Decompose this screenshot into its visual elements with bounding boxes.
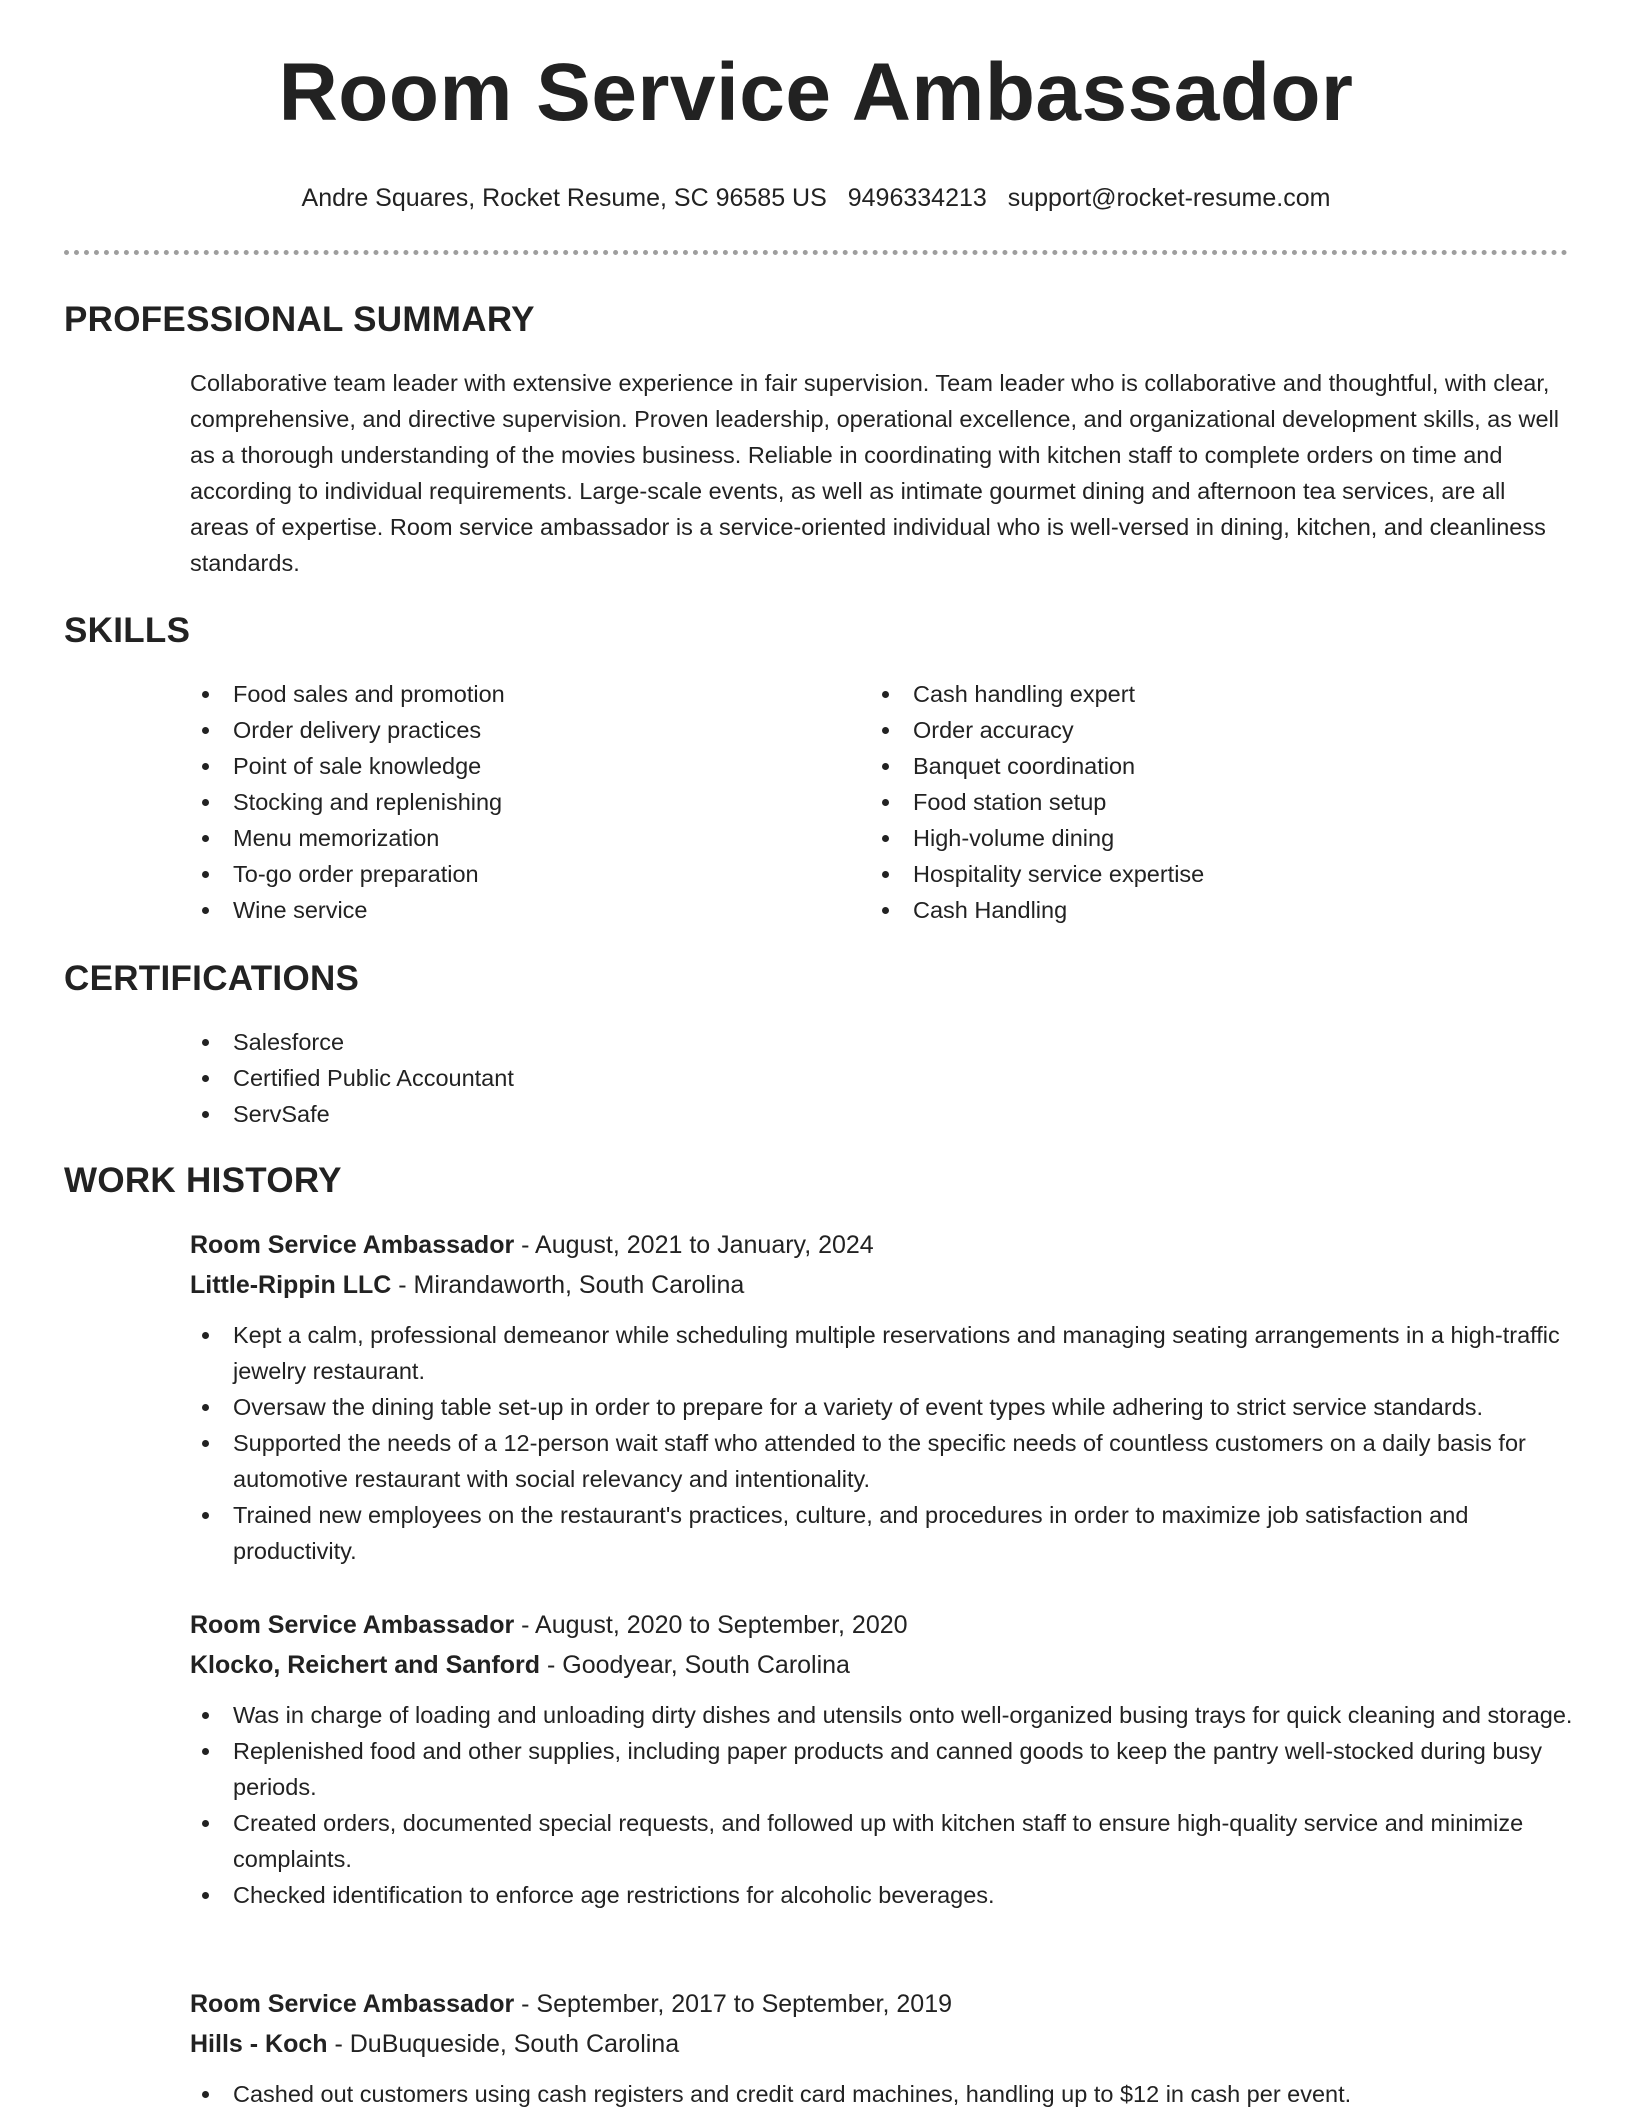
job-duty: Cashed out customers using cash registers and credit card machines, handling up to $12 in cash per event. <box>190 2076 1580 2112</box>
skills-list-right <box>870 676 1490 928</box>
skills-heading: SKILLS <box>64 611 191 650</box>
certification-item: Certified Public Accountant <box>190 1060 890 1096</box>
certification-item: ServSafe <box>190 1096 890 1132</box>
job-company: Klocko, Reichert and Sanford <box>190 1651 541 1679</box>
contact-line <box>64 183 1568 213</box>
job-location: - Goodyear, South Carolina <box>540 1651 850 1679</box>
job-title-line <box>190 1605 1580 1645</box>
job-title: Room Service Ambassador <box>190 1990 515 2018</box>
job-company-line <box>190 2024 1580 2064</box>
job-title: Room Service Ambassador <box>190 1611 515 1639</box>
job-location: - Mirandaworth, South Carolina <box>391 1271 745 1299</box>
skill-item: Menu memorization <box>190 820 810 856</box>
job-title-line <box>190 1225 1580 1265</box>
job-company: Little-Rippin LLC <box>190 1271 392 1299</box>
job-dates: - September, 2017 to September, 2019 <box>514 1990 952 2018</box>
skill-item: Banquet coordination <box>870 748 1490 784</box>
certification-item: Salesforce <box>190 1024 890 1060</box>
skill-item: Stocking and replenishing <box>190 784 810 820</box>
job-duty: Created orders, documented special requests, and followed up with kitchen staff to ensure high-quality service and minimize complaints. <box>190 1805 1580 1877</box>
job-duties <box>190 2076 1580 2112</box>
job-duty: Was in charge of loading and unloading dirty dishes and utensils onto well-organized busing trays for quick cleaning and storage. <box>190 1697 1580 1733</box>
skill-item: To-go order preparation <box>190 856 810 892</box>
job-entry <box>190 1984 1580 2112</box>
certifications-heading: CERTIFICATIONS <box>64 959 360 998</box>
job-duty: Oversaw the dining table set-up in order to prepare for a variety of event types while adhering to strict service standards. <box>190 1389 1580 1425</box>
skill-item: Point of sale knowledge <box>190 748 810 784</box>
contact-email: support@rocket-resume.com <box>1007 184 1331 212</box>
job-location: - DuBuqueside, South Carolina <box>327 2030 680 2058</box>
skill-item: Food station setup <box>870 784 1490 820</box>
job-company: Hills - Koch <box>190 2030 328 2058</box>
job-dates: - August, 2020 to September, 2020 <box>514 1611 908 1639</box>
job-entry <box>190 1225 1580 1569</box>
job-duty: Kept a calm, professional demeanor while scheduling multiple reservations and managing seating arrangements in a high-traffic jewelry restaurant. <box>190 1317 1580 1389</box>
contact-address: Andre Squares, Rocket Resume, SC 96585 US <box>301 184 827 212</box>
skill-item: High-volume dining <box>870 820 1490 856</box>
job-duties <box>190 1697 1580 1913</box>
skill-item: Hospitality service expertise <box>870 856 1490 892</box>
skill-item: Wine service <box>190 892 810 928</box>
header-divider <box>64 250 1568 255</box>
resume-title: Room Service Ambassador <box>278 47 1354 138</box>
job-title: Room Service Ambassador <box>190 1231 515 1259</box>
job-duties <box>190 1317 1580 1569</box>
summary-heading: PROFESSIONAL SUMMARY <box>64 300 535 339</box>
job-title-line <box>190 1984 1580 2024</box>
contact-phone: 9496334213 <box>847 184 987 212</box>
job-duty: Supported the needs of a 12-person wait staff who attended to the specific needs of countless customers on a daily basis for automotive restaurant with social relevancy and intentionality. <box>190 1425 1580 1497</box>
skill-item: Order accuracy <box>870 712 1490 748</box>
job-duty: Checked identification to enforce age restrictions for alcoholic beverages. <box>190 1877 1580 1913</box>
job-duty: Trained new employees on the restaurant's practices, culture, and procedures in order to maximize job satisfaction and productivity. <box>190 1497 1580 1569</box>
skills-list-left <box>190 676 810 928</box>
skill-item: Cash Handling <box>870 892 1490 928</box>
job-company-line <box>190 1265 1580 1305</box>
job-dates: - August, 2021 to January, 2024 <box>514 1231 874 1259</box>
skill-item: Order delivery practices <box>190 712 810 748</box>
skill-item: Food sales and promotion <box>190 676 810 712</box>
certifications-list <box>190 1024 890 1132</box>
skill-item: Cash handling expert <box>870 676 1490 712</box>
job-company-line <box>190 1645 1580 1685</box>
job-entry <box>190 1605 1580 1913</box>
job-duty: Replenished food and other supplies, including paper products and canned goods to keep the pantry well-stocked during busy periods. <box>190 1733 1580 1805</box>
work-history-heading: WORK HISTORY <box>64 1161 342 1200</box>
summary-text: Collaborative team leader with extensive experience in fair supervision. Team leader who is collaborative and thoughtful, with clear, comprehensive, and directive supervision. Proven leadership, operational excellence, and organizational development skills, as well as a thorough understanding of the movies business. Reliable in coordinating with kitchen staff to complete orders on time and according to individual requirements. Large-scale events, as well as intimate gourmet dining and afternoon tea services, are all areas of expertise. Room service ambassador is a service-oriented individual who is well-versed in dining, kitchen, and cleanliness standards. <box>190 370 1559 576</box>
